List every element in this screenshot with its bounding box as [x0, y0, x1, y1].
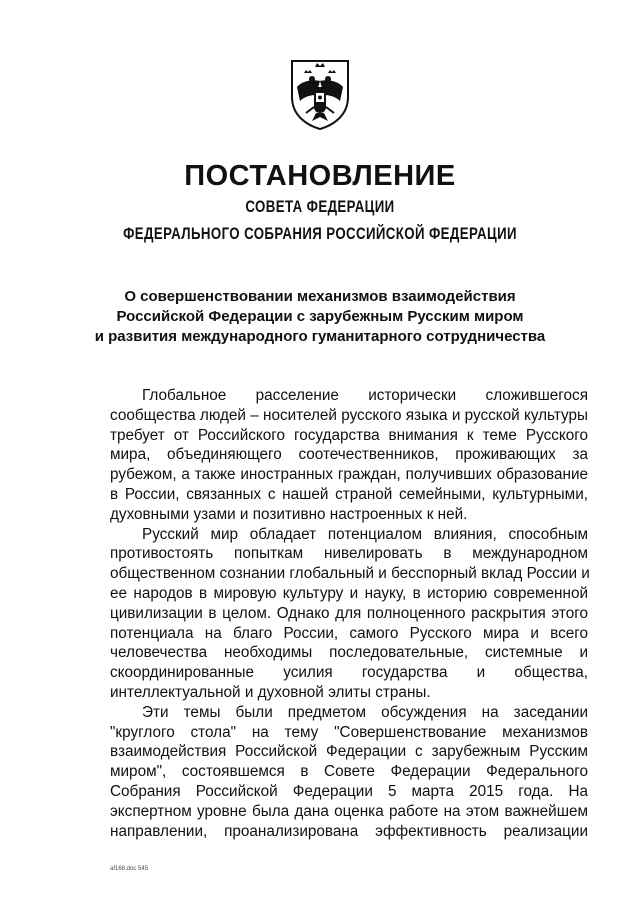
- subject-line: О совершенствовании механизмов взаимодействия: [124, 288, 516, 305]
- document-body: [110, 386, 588, 841]
- body-line: "круглого стола" на тему "Совершенствование механизмов: [110, 723, 588, 741]
- russian-coat-of-arms-icon: [288, 57, 352, 131]
- body-line: противостоять попыткам нивелировать в международном: [110, 545, 588, 563]
- body-line: Глобальное расселение исторически сложившегося: [142, 387, 588, 404]
- body-line: мира, объединяющего соотечественников, проживающих за: [110, 446, 588, 464]
- body-line: экспертном уровне была дана оценка работе на этом важнейшем: [110, 802, 588, 820]
- document-footer-code: af168.doc 545: [110, 866, 149, 872]
- body-line: скоординированные усилия государства и общества,: [110, 664, 588, 682]
- body-line: Собрания Российской Федерации 5 марта 2015 года. На: [110, 782, 588, 800]
- body-line: духовными узами и позитивно настроенных к ней.: [110, 505, 468, 523]
- body-line: Русский мир обладает потенциалом влияния, способным: [142, 525, 588, 543]
- body-line: общественном сознании глобальный и бесспорный вклад России и: [110, 565, 590, 583]
- subject-line: Российской Федерации с зарубежным Русским миром: [116, 308, 524, 325]
- body-line: ее народов в мировую культуру и науку, в историю современной: [110, 584, 588, 602]
- body-line: в России, связанных с нашей страной семейными, культурными,: [110, 485, 588, 503]
- document-title: ПОСТАНОВЛЕНИЕ: [184, 160, 456, 192]
- body-line: интеллектуальной и духовной элиты страны.: [110, 683, 431, 701]
- body-line: взаимодействия Российской Федерации с зарубежным Русским: [110, 743, 588, 761]
- body-line: человечества необходимы последовательные, системные и: [110, 644, 588, 662]
- document-subtitle-line-1: СОВЕТА ФЕДЕРАЦИИ: [245, 197, 395, 216]
- document-subtitle-line-2: ФЕДЕРАЛЬНОГО СОБРАНИЯ РОССИЙСКОЙ ФЕДЕРАЦИИ: [123, 224, 517, 243]
- body-line: рубежом, а также иностранных граждан, получивших образование: [110, 466, 588, 484]
- subject-line: и развития международного гуманитарного сотрудничества: [94, 328, 546, 345]
- body-line: Эти темы были предметом обсуждения на заседании: [142, 703, 588, 721]
- body-line: сообщества людей – носителей русского языка и русской культуры: [110, 406, 588, 424]
- body-line: направлении, проанализирована эффективность реализации: [110, 822, 588, 840]
- body-line: потенциала на благо России, самого Русского мира и всего: [110, 624, 588, 642]
- body-line: цивилизации в целом. Однако для полноценного раскрытия этого: [110, 604, 588, 622]
- body-line: миром", состоявшемся в Совете Федерации Федерального: [110, 763, 588, 781]
- resolution-subject: [60, 287, 580, 347]
- body-line: требует от Российского государства внимания к теме Русского: [110, 426, 588, 444]
